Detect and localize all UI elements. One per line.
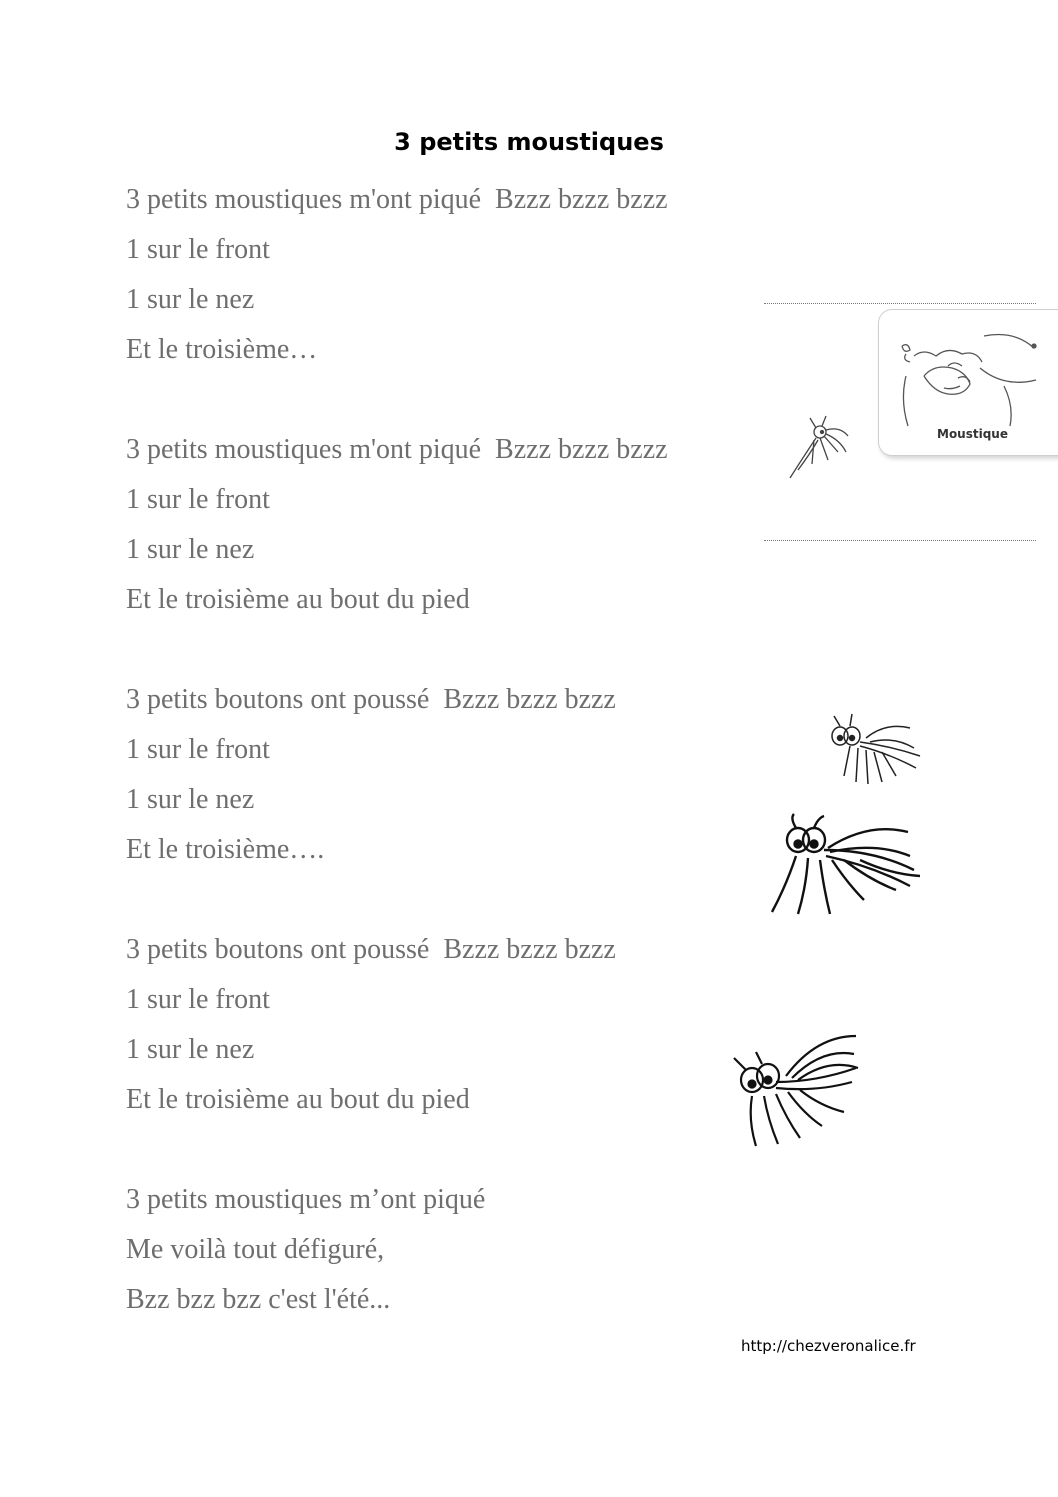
lyric-line: 3 petits boutons ont poussé Bzzz bzzz bzzz	[126, 684, 616, 715]
lyric-line: 1 sur le front	[126, 984, 270, 1015]
source-url: http://chezveronalice.fr	[741, 1337, 916, 1355]
lyric-line: 1 sur le nez	[126, 784, 255, 815]
lyric-line: 3 petits boutons ont poussé Bzzz bzzz bzzz	[126, 934, 616, 965]
lyric-line: Me voilà tout défiguré,	[126, 1234, 385, 1265]
lyric-line: 3 petits moustiques m’ont piqué	[126, 1184, 486, 1215]
dotted-rule-bottom	[764, 540, 1036, 541]
mosquito-large-icon	[768, 812, 936, 924]
sign-card-label: Moustique	[937, 427, 1008, 441]
mosquito-wings-up-icon	[726, 1030, 902, 1160]
lyric-line: Et le troisième….	[126, 834, 325, 865]
poem	[126, 180, 766, 1330]
lyric-line: 3 petits moustiques m'ont piqué Bzzz bzzz bzzz	[126, 184, 668, 215]
page-title: 3 petits moustiques	[394, 128, 664, 156]
lyric-line: Bzz bzz bzz c'est l'été...	[126, 1284, 391, 1315]
stanza-gap	[126, 880, 766, 930]
mosquito-flying-icon	[826, 712, 938, 794]
lyric-line: 1 sur le nez	[126, 284, 255, 315]
lyric-line: 1 sur le front	[126, 734, 270, 765]
lyric-line: 1 sur le front	[126, 484, 270, 515]
lyric-line: 1 sur le front	[126, 234, 270, 265]
lyric-line: 1 sur le nez	[126, 1034, 255, 1065]
dotted-rule-top	[764, 303, 1036, 304]
lyric-line: Et le troisième au bout du pied	[126, 584, 470, 615]
stanza-gap	[126, 1130, 766, 1180]
stanza-gap	[126, 630, 766, 680]
lyric-line: 3 petits moustiques m'ont piqué Bzzz bzzz bzzz	[126, 434, 668, 465]
lyric-line: Et le troisième au bout du pied	[126, 1084, 470, 1115]
small-mosquito-icon	[780, 414, 858, 492]
stanza-gap	[126, 380, 766, 430]
lyric-line: 1 sur le nez	[126, 534, 255, 565]
lyric-line: Et le troisième…	[126, 334, 318, 365]
sign-language-hands-icon	[884, 316, 1058, 428]
